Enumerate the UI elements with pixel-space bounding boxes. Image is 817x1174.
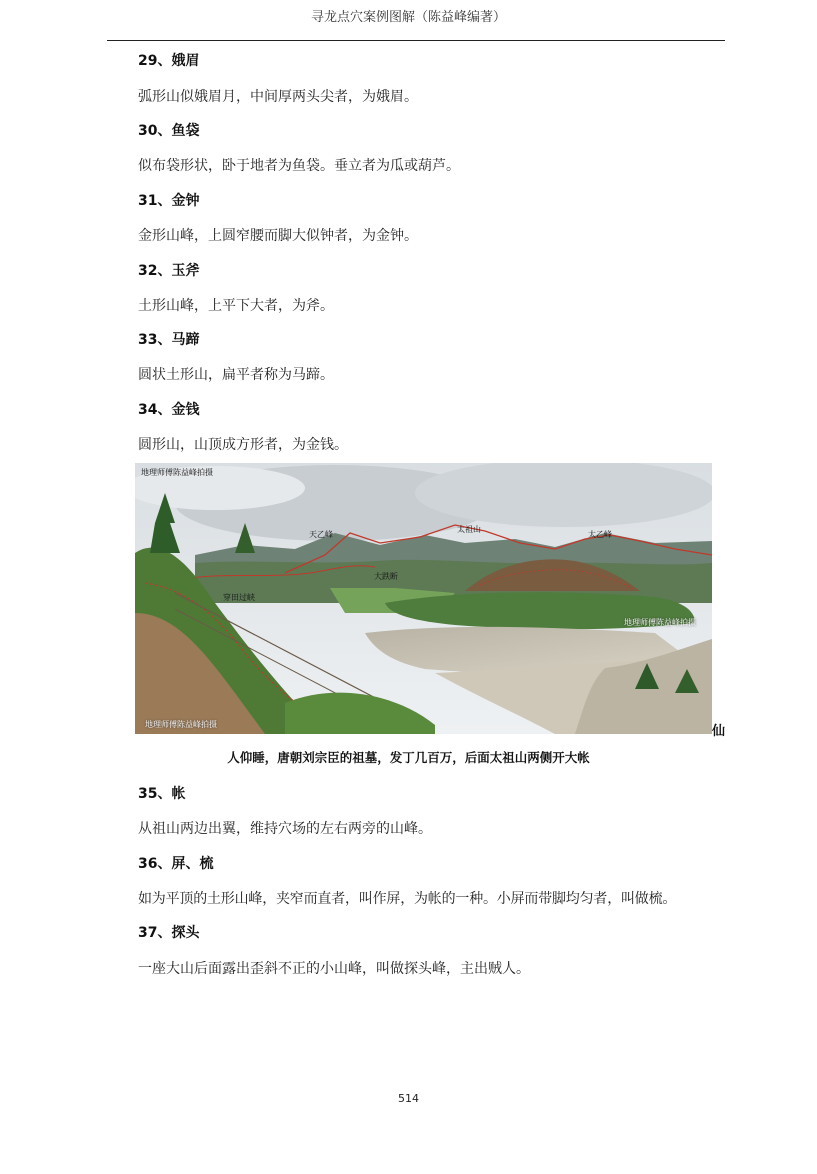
section-text: 圆形山，山顶成方形者，为金钱。 <box>138 437 348 453</box>
section-heading: 31、金钟 <box>138 193 200 209</box>
section-text: 似布袋形状，卧于地者为鱼袋。垂立者为瓜或葫芦。 <box>138 158 460 174</box>
section-text: 一座大山后面露出歪斜不正的小山峰，叫做探头峰，主出贼人。 <box>138 961 530 977</box>
photo-watermark-top: 地理师傅陈益峰拍摄 <box>141 468 213 477</box>
section-text: 弧形山似娥眉月，中间厚两头尖者，为娥眉。 <box>138 89 418 105</box>
section-text: 土形山峰，上平下大者，为斧。 <box>138 298 334 314</box>
label-tianyi-peak: 天乙峰 <box>309 530 333 539</box>
section-text: 金形山峰，上圆窄腰而脚大似钟者，为金钟。 <box>138 228 418 244</box>
label-chuantian-guoxia: 穿田过峡 <box>223 593 255 602</box>
landscape-photo <box>135 463 712 734</box>
section-heading: 30、鱼袋 <box>138 123 200 139</box>
photo-watermark-bottom: 地理师傅陈益峰拍摄 <box>145 720 217 729</box>
header-rule <box>107 40 725 41</box>
section-heading: 29、娥眉 <box>138 53 200 69</box>
section-text: 从祖山两边出翼，维持穴场的左右两旁的山峰。 <box>138 821 432 837</box>
section-text: 圆状土形山，扁平者称为马蹄。 <box>138 367 334 383</box>
figure-caption: 人仰睡，唐朝刘宗臣的祖墓，发丁几百万，后面太祖山两侧开大帐 <box>227 750 590 765</box>
page-number: 514 <box>398 1092 419 1105</box>
section-text: 如为平顶的土形山峰，夹窄而直者，叫作屏，为帐的一种。小屏而带脚均匀者，叫做梳。 <box>138 891 677 907</box>
section-heading: 33、马蹄 <box>138 332 200 348</box>
label-taiyi-peak: 太乙峰 <box>588 530 612 539</box>
section-heading: 35、帐 <box>138 786 186 802</box>
landscape-illustration <box>135 463 712 734</box>
label-taizu-mountain: 太祖山 <box>457 525 481 534</box>
label-dadieduan: 大跌断 <box>374 572 398 581</box>
photo-watermark-right: 地理师傅陈益峰拍摄 <box>624 618 696 627</box>
figure-caption-start: 仙 <box>712 724 726 739</box>
section-heading: 32、玉斧 <box>138 263 200 279</box>
section-heading: 37、探头 <box>138 925 200 941</box>
page-header: 寻龙点穴案例图解（陈益峰编著） <box>310 10 506 25</box>
section-heading: 36、屏、梳 <box>138 856 214 872</box>
section-heading: 34、金钱 <box>138 402 200 418</box>
